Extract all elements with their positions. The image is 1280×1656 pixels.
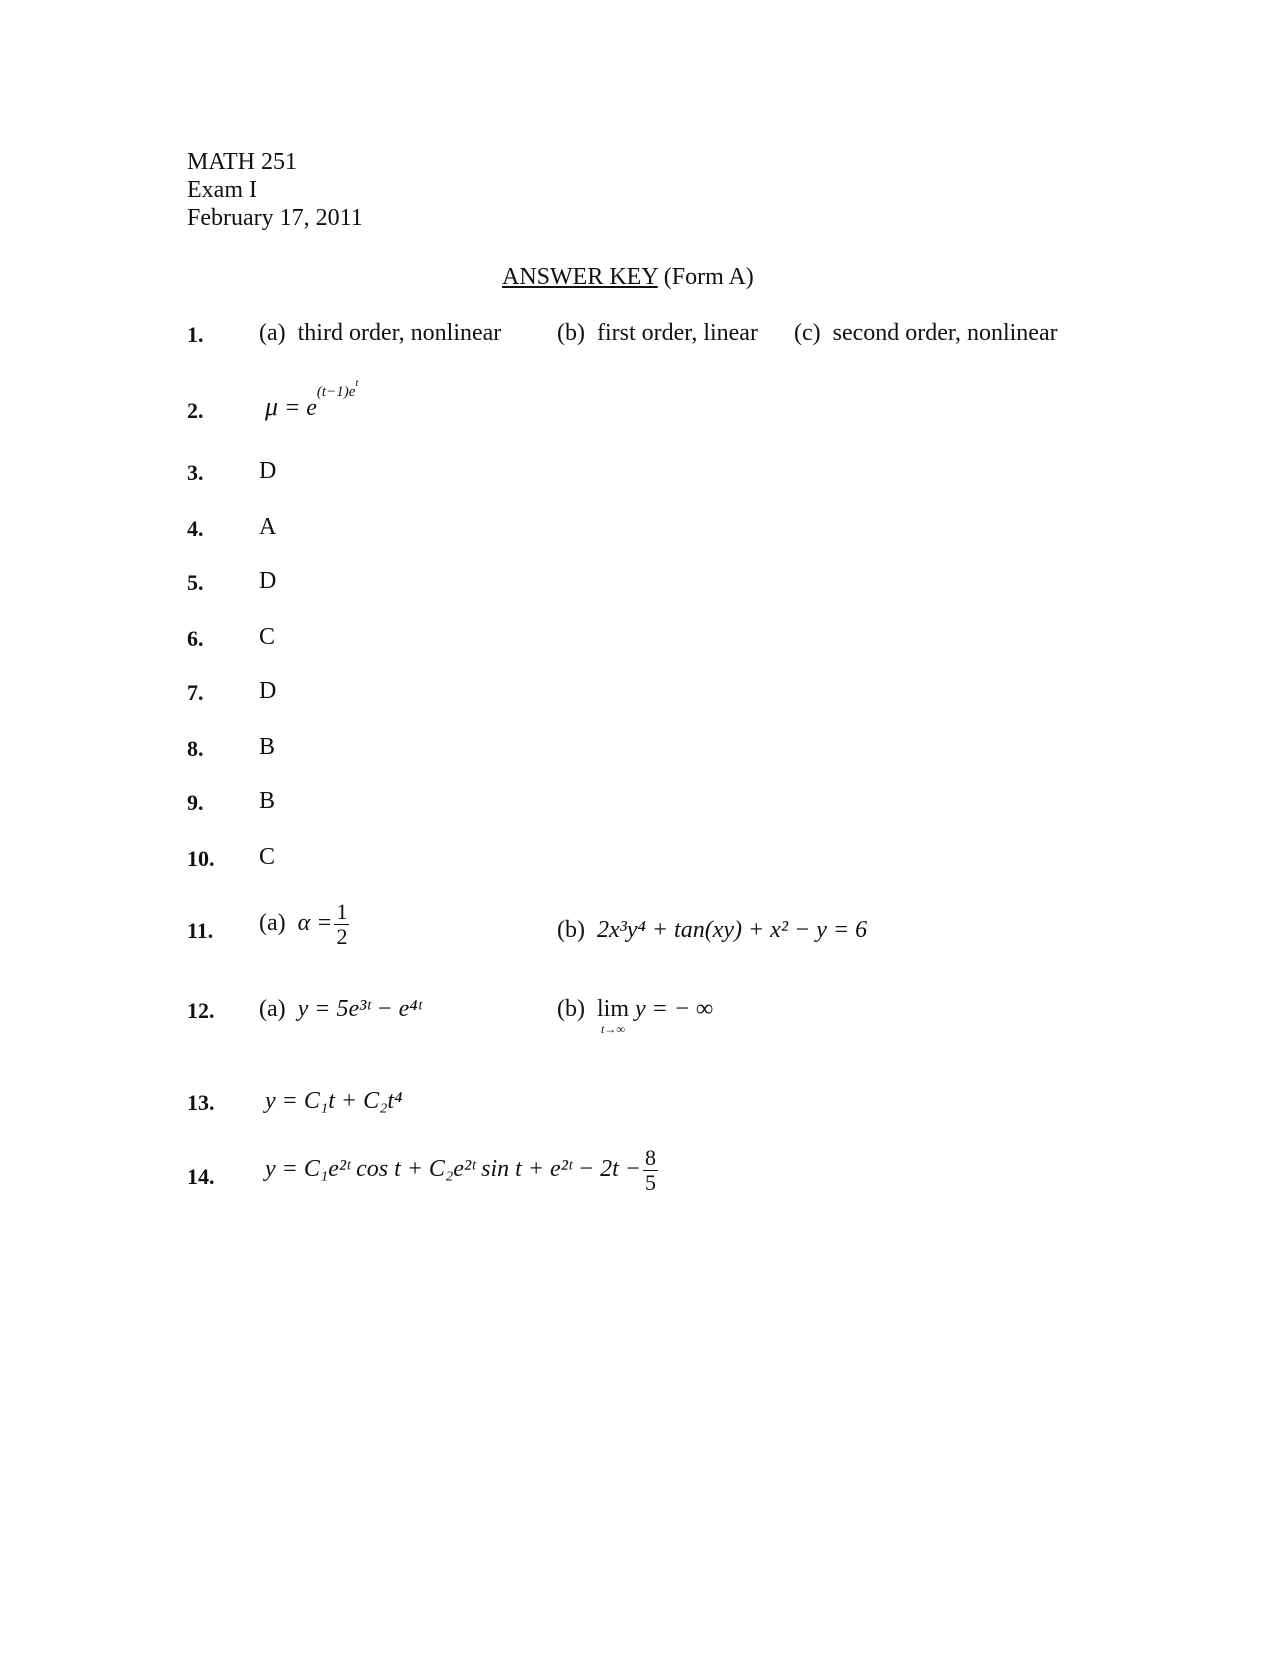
q2-number: 2. [187, 398, 204, 423]
q13-number: 13. [187, 1090, 215, 1115]
q6-number: 6. [187, 626, 204, 651]
q12-a-label: (a) [259, 996, 286, 1022]
q2-mu: μ [265, 392, 279, 421]
q12-b-lim-word: lim [596, 996, 629, 1022]
q11-a-lhs: α = [297, 910, 333, 937]
q13-expression: y = C₁t + C₂t⁴ [265, 1088, 403, 1114]
q4-number: 4. [187, 516, 204, 541]
q12-part-b [557, 996, 713, 1035]
q5-answer: D [259, 568, 277, 594]
q12-b-lim-subscript: t→∞ [601, 1022, 625, 1036]
q14-number: 14. [187, 1164, 215, 1189]
q2-answer [265, 377, 359, 422]
q1-a-label: (a) [259, 320, 286, 346]
q11-a-numerator: 1 [336, 899, 348, 924]
exam-name: Exam I [187, 177, 257, 203]
q12-a-expression: y = 5e³ᵗ − e⁴ᵗ [297, 996, 422, 1022]
q5-number: 5. [187, 570, 204, 595]
q2-exponent: (t−1)e [316, 384, 356, 400]
q4-answer: A [259, 514, 277, 540]
q12-b-label: (b) [557, 996, 585, 1022]
q2-eq: = e [278, 395, 317, 421]
q11-part-b [557, 917, 867, 944]
exam-date: February 17, 2011 [187, 205, 363, 231]
q6-answer: C [259, 624, 276, 650]
q8-answer: B [259, 734, 276, 760]
q14-numerator: 8 [644, 1145, 656, 1170]
q1-b-answer: first order, linear [596, 320, 758, 346]
q12-part-a [259, 996, 422, 1023]
q11-a-label: (a) [259, 910, 286, 937]
q12-b-rest: y = − ∞ [629, 996, 714, 1022]
q8-number: 8. [187, 736, 204, 761]
header-block [187, 148, 363, 232]
q14-denominator: 5 [644, 1170, 656, 1195]
q12-number: 12. [187, 998, 215, 1023]
q14-fraction [643, 1146, 658, 1195]
q14-expression: y = C₁e²ᵗ cos t + C₂e²ᵗ sin t + e²ᵗ − 2t − [265, 1156, 641, 1183]
q1-part-b [557, 320, 758, 347]
q1-c-label: (c) [794, 320, 821, 346]
course-name: MATH 251 [187, 149, 298, 175]
q12-b-limit [597, 996, 629, 1035]
q9-number: 9. [187, 790, 204, 815]
q11-b-label: (b) [557, 917, 585, 943]
q11-b-expression: 2x³y⁴ + tan(xy) + x² − y = 6 [596, 917, 868, 943]
q1-a-answer: third order, nonlinear [297, 320, 502, 346]
q11-a-denominator: 2 [336, 924, 348, 949]
q9-answer: B [259, 788, 276, 814]
q10-answer: C [259, 844, 276, 870]
q11-a-fraction [334, 900, 349, 949]
q10-number: 10. [187, 846, 215, 871]
q2-exponent-t: t [355, 377, 359, 389]
answer-key-label: ANSWER KEY [502, 264, 658, 290]
q3-number: 3. [187, 460, 204, 485]
q11-part-a [259, 900, 351, 949]
q3-answer: D [259, 458, 277, 484]
q14-answer [265, 1146, 660, 1195]
q7-number: 7. [187, 680, 204, 705]
q1-b-label: (b) [557, 320, 585, 346]
form-label: (Form A) [663, 264, 754, 290]
page-title [502, 264, 754, 291]
q1-number: 1. [187, 322, 204, 347]
q11-number: 11. [187, 918, 214, 943]
q7-answer: D [259, 678, 277, 704]
q1-part-c [794, 320, 1058, 347]
q1-part-a [259, 320, 501, 347]
q1-c-answer: second order, nonlinear [832, 320, 1058, 346]
